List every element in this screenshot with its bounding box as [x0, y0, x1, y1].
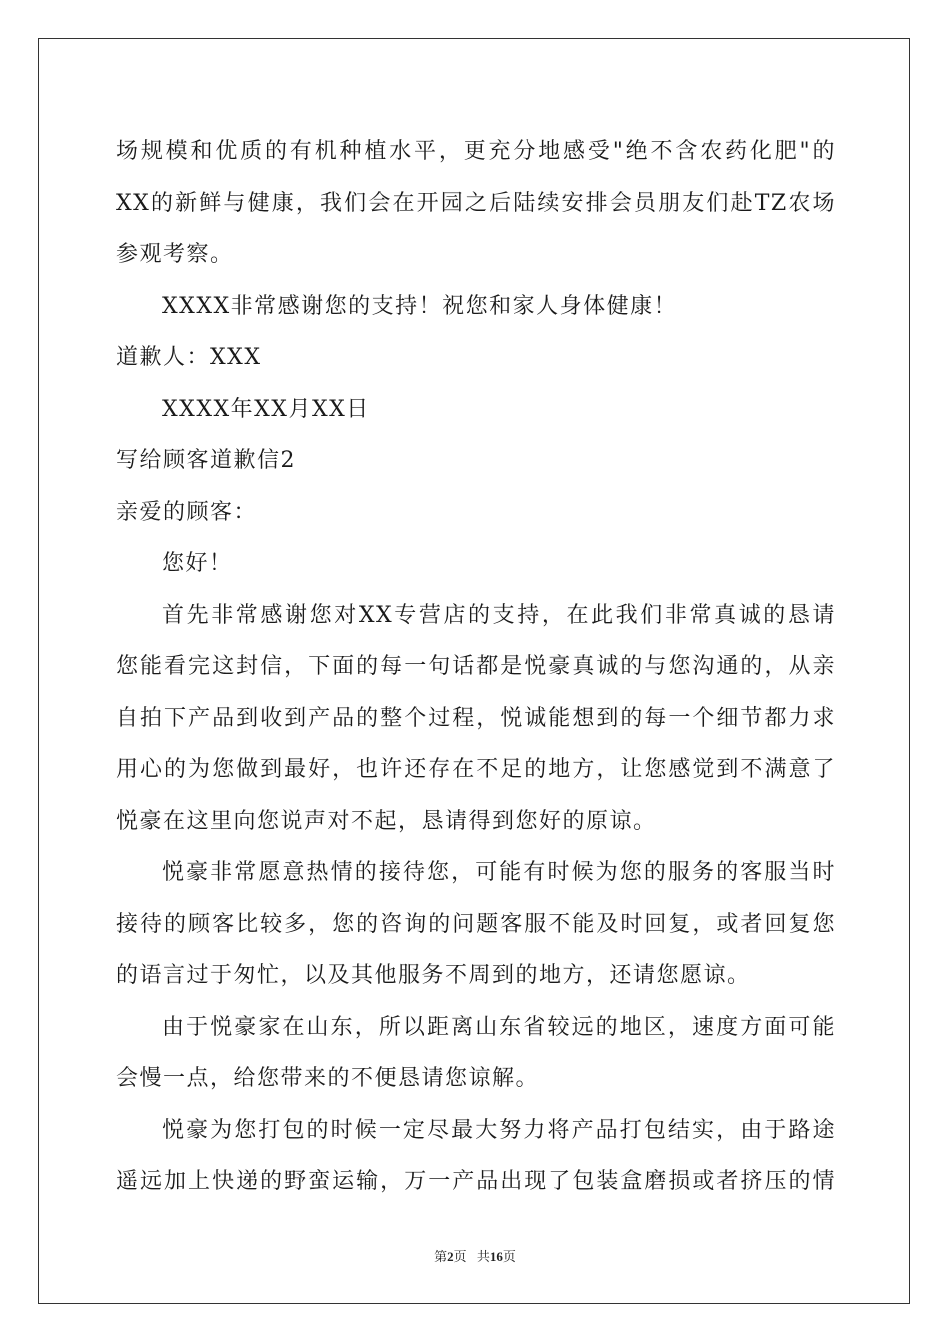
- page-footer: [0, 1246, 950, 1265]
- letter-heading: 写给顾客道歉信2: [116, 448, 296, 473]
- text-line: 的语言过于匆忙，以及其他服务不周到的地方，还请您愿谅。: [116, 963, 751, 988]
- text-line: 悦豪为您打包的时候一定尽最大努力将产品打包结实，由于路途: [162, 1117, 836, 1143]
- text-line: 参观考察。: [116, 242, 234, 267]
- text-line: 首先非常感谢您对XX专营店的支持，在此我们非常真诚的恳请: [162, 602, 836, 628]
- text-line: 场规模和优质的有机种植水平，更充分地感受"绝不含农药化肥"的: [116, 139, 836, 164]
- text-line: 遥远加上快递的野蛮运输，万一产品出现了包装盒磨损或者挤压的情: [116, 1169, 836, 1194]
- salutation: 亲爱的顾客：: [116, 499, 258, 525]
- text-line: 您能看完这封信，下面的每一句话都是悦豪真诚的与您沟通的，从亲: [116, 654, 836, 679]
- text-line: 悦豪非常愿意热情的接待您，可能有时候为您的服务的客服当时: [162, 860, 836, 885]
- total-indicator: [477, 1250, 516, 1265]
- closing-wish: XXXX非常感谢您的支持！祝您和家人身体健康！: [162, 293, 678, 319]
- page-suffix: 页: [453, 1250, 467, 1265]
- total-pages: 16: [489, 1249, 503, 1264]
- text-line: 会慢一点，给您带来的不便恳请您谅解。: [116, 1066, 540, 1091]
- text-line: 接待的顾客比较多，您的咨询的问题客服不能及时回复，或者回复您: [116, 911, 836, 937]
- text-line: 悦豪在这里向您说声对不起，恳请得到您好的原谅。: [116, 808, 657, 834]
- text-line: 用心的为您做到最好，也许还存在不足的地方，让您感觉到不满意了: [116, 757, 836, 782]
- total-prefix: 共: [476, 1250, 490, 1265]
- date-line: XXXX年XX月XX日: [162, 396, 370, 422]
- text-line: 自拍下产品到收到产品的整个过程，悦诚能想到的每一个细节都力求: [116, 705, 836, 731]
- page-number: 2: [447, 1249, 454, 1264]
- signature-line: 道歉人：XXX: [116, 345, 262, 370]
- text-line: 由于悦豪家在山东，所以距离山东省较远的地区，速度方面可能: [162, 1014, 836, 1040]
- total-suffix: 页: [502, 1250, 516, 1265]
- page-prefix: 第: [434, 1250, 448, 1265]
- greeting: 您好！: [162, 551, 233, 576]
- page-indicator: [434, 1250, 467, 1265]
- text-line: XX的新鲜与健康，我们会在开园之后陆续安排会员朋友们赴TZ农场: [116, 190, 836, 216]
- document-body: [116, 126, 836, 1208]
